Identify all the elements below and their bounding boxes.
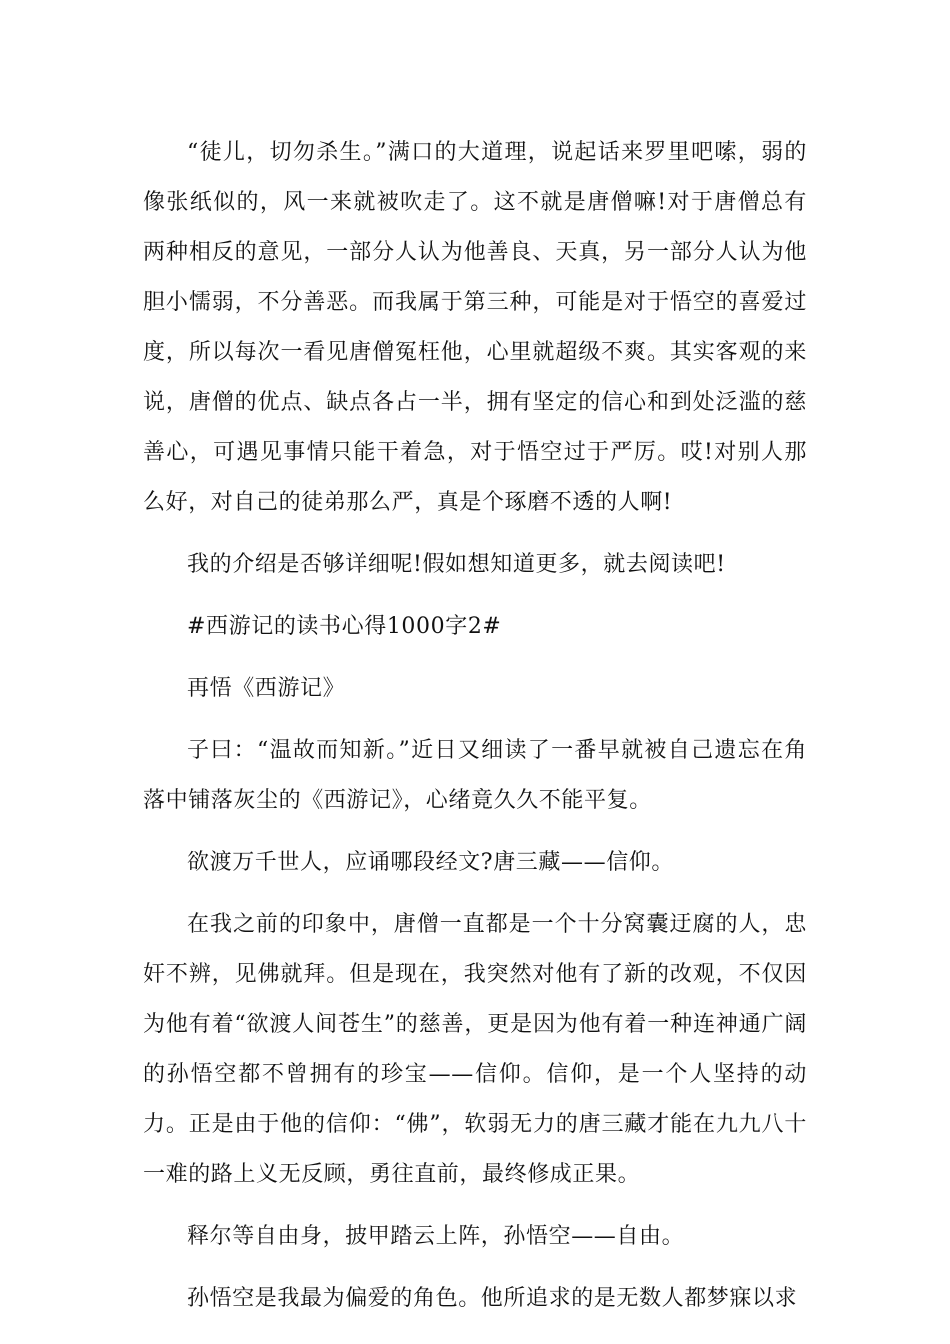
section-heading: #西游记的读书心得1000字2#: [187, 614, 502, 639]
essay-title: 再悟《西游记》: [187, 676, 346, 701]
paragraph-sun-wukong-freedom: 释尔等自由身，披甲踏云上阵，孙悟空——自由。: [187, 1224, 685, 1249]
paragraph-tang-seng-review: “徒儿，切勿杀生。”满口的大道理，说起话来罗里吧嗦，弱的像张纸似的，风一来就被吹走了。这不就是唐僧嘛!对于唐僧总有两种相反的意见，一部分人认为他善良、天真，另一部分人认为他胆小懦弱，不分善恶。而我属于第三种，可能是对于悟空的喜爱过度，所以每次一看见唐僧冤枉他，心里就超级不爽。其实客观的来说，唐僧的优点、缺点各占一半，拥有坚定的信心和到处泛滥的慈善心，可遇见事情只能干着急，对于悟空过于严厉。哎!对别人那么好，对自己的徒弟那么严，真是个琢磨不透的人啊!: [143, 140, 807, 515]
paragraph-tang-sanzang-faith: 欲渡万千世人，应诵哪段经文?唐三藏——信仰。: [187, 850, 674, 875]
paragraph-faith-discussion: 在我之前的印象中，唐僧一直都是一个十分窝囊迂腐的人，忠奸不辨，见佛就拜。但是现在，我突然对他有了新的改观，不仅因为他有着“欲渡人间苍生”的慈善，更是因为他有着一种连神通广阔的孙悟空都不曾拥有的珍宝——信仰。信仰，是一个人坚持的动力。正是由于他的信仰：“佛”，软弱无力的唐三藏才能在九九八十一难的路上义无反顾，勇往直前，最终修成正果。: [143, 912, 807, 1187]
paragraph-confucius-quote: 子曰：“温故而知新。”近日又细读了一番早就被自己遗忘在角落中铺落灰尘的《西游记》，心绪竟久久不能平复。: [143, 738, 807, 813]
paragraph-intro-question: 我的介绍是否够详细呢!假如想知道更多，就去阅读吧!: [187, 552, 726, 577]
paragraph-sun-wukong-favorite: 孙悟空是我最为偏爱的角色。他所追求的是无数人都梦寐以求: [187, 1286, 798, 1311]
document-body: [143, 128, 807, 1336]
